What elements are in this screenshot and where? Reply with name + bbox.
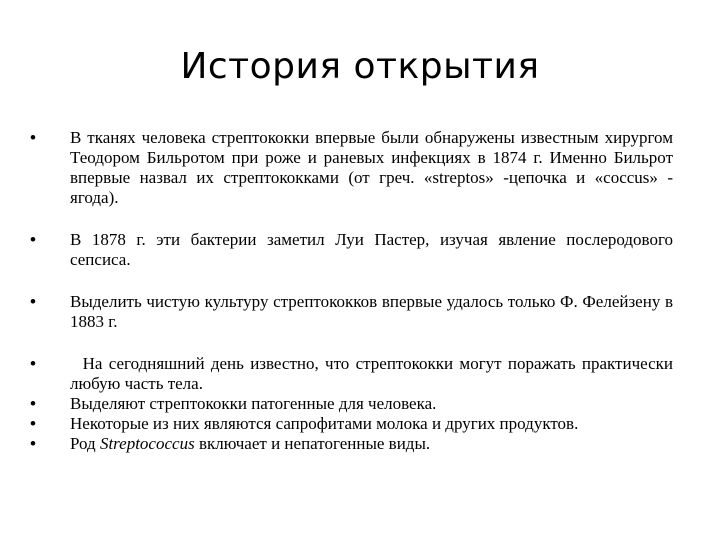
bullet-text: Выделяют стрептококки патогенные для человека. bbox=[70, 394, 437, 413]
bullet-dot: • bbox=[30, 292, 36, 311]
bullet-item bbox=[30, 434, 673, 454]
bullet-text-before: Род bbox=[70, 434, 100, 453]
bullet-text: В 1878 г. эти бактерии заметил Луи Пастер, изучая явление послеродового сепсиса. bbox=[70, 230, 673, 269]
bullet-item bbox=[30, 354, 678, 394]
bullet-text bbox=[70, 434, 673, 454]
bullet-text: Выделить чистую культуру стрептококков впервые удалось только Ф. Фелейзену в 1883 г. bbox=[70, 292, 673, 331]
genus-name: Streptococcus bbox=[99, 434, 195, 453]
slide-title: История открытия bbox=[180, 46, 540, 87]
bullet-dot: • bbox=[30, 354, 36, 373]
bullet-dot: • bbox=[30, 414, 36, 433]
bullet-text: На сегодняшний день известно, что стрептококки могут поражать практически любую часть тела. bbox=[70, 354, 678, 393]
bullet-item bbox=[30, 394, 673, 414]
bullet-text: В тканях человека стрептококки впервые были обнаружены известным хирургом Теодором Бильротом при роже и раневых инфекциях в 1874 г. Именно Бильрот впервые назвал их стрептококками (от греч. «streptos» -цепочка и «coccus» - ягода). bbox=[70, 128, 673, 207]
bullet-dot: • bbox=[30, 434, 36, 453]
bullet-item bbox=[30, 128, 673, 208]
bullet-item bbox=[30, 414, 673, 434]
bullet-item bbox=[30, 292, 673, 332]
bullet-dot: • bbox=[30, 394, 36, 413]
bullet-text-after: включает и непатогенные виды. bbox=[194, 434, 431, 453]
bullet-dot: • bbox=[30, 230, 36, 249]
bullet-dot: • bbox=[30, 128, 36, 147]
bullet-item bbox=[30, 230, 673, 270]
bullet-list bbox=[30, 128, 678, 454]
bullet-text: Некоторые из них являются сапрофитами молока и других продуктов. bbox=[70, 414, 579, 433]
